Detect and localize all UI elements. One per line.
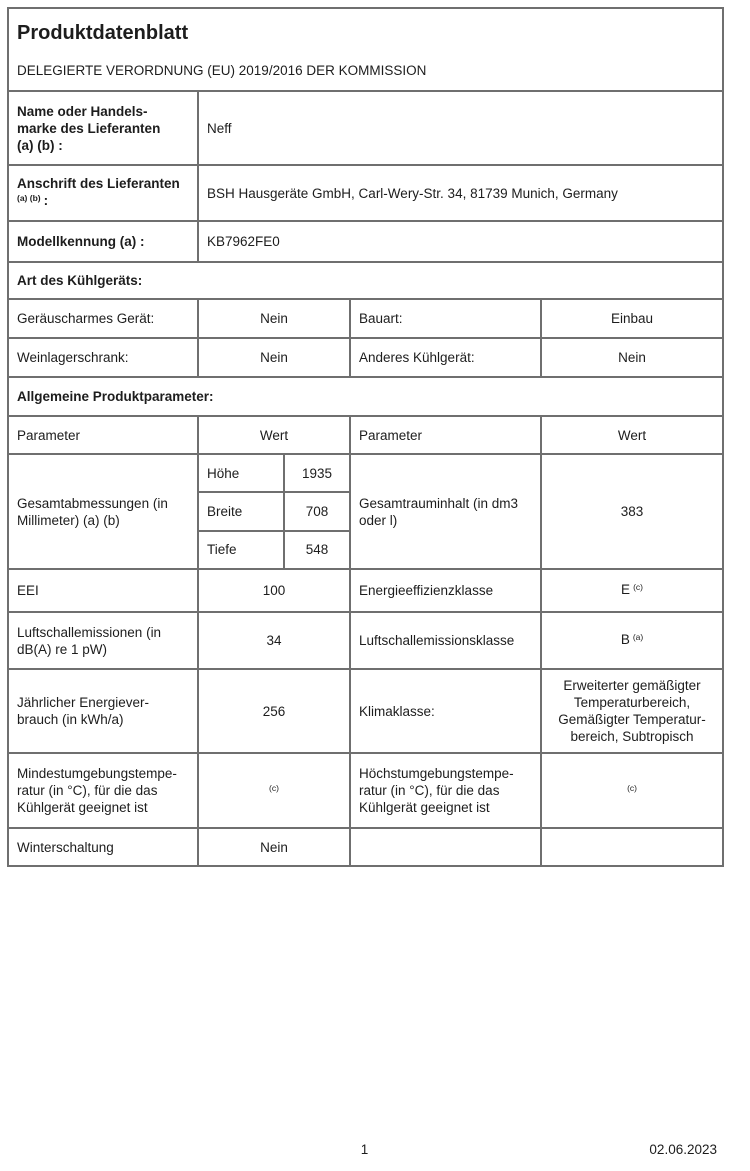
label-line: Name oder Handels- [17,103,148,119]
winter-setting-label: Winterschaltung [8,828,198,866]
label-line: Kühlgerät geeignet ist [17,800,148,815]
design-type-label: Bauart: [350,299,541,338]
total-volume-value: 383 [541,454,723,569]
label-line: Höchstumgebungstempe- [359,766,514,781]
eei-row [8,569,723,612]
label-line [17,192,189,211]
dimension-depth-value: 548 [305,542,329,558]
supplier-address-value: BSH Hausgeräte GmbH, Carl-Wery-Str. 34, 81739 Munich, Germany [198,165,723,221]
dimension-width-row [199,493,349,531]
supplier-name-row [8,91,723,165]
model-id-value: KB7962FE0 [198,221,723,262]
footnote-marker: (c) [633,582,643,592]
label-line: Gesamtrauminhalt (in dm3 [359,495,519,511]
header-row [8,8,723,91]
label-line: brauch (in kWh/a) [17,712,124,727]
climate-class-label: Klimaklasse: [350,669,541,753]
dimensions-label [8,454,198,569]
label-line: marke des Lieferanten [17,120,161,136]
label-line: ratur (in °C), für die das [17,783,158,798]
dimensions-row [8,454,723,569]
page-number: 1 [360,1142,369,1157]
dimension-width-label: Breite [199,493,285,529]
other-appliance-label: Anderes Kühlgerät: [350,338,541,377]
header-cell [8,8,723,91]
label-line: (a) (b) : [17,137,63,153]
noise-row [8,612,723,669]
type-section-heading: Art des Kühlgeräts: [8,262,723,299]
footnote-marker: (a) [632,632,644,642]
winter-setting-row [8,828,723,866]
label-line: ratur (in °C), für die das [359,783,500,798]
quiet-appliance-value: Nein [198,299,350,338]
column-header-wert-right: Wert [541,416,723,454]
supplier-address-row [8,165,723,221]
total-volume-label [350,454,541,569]
label-line: Gesamtabmessungen (in [17,495,168,511]
eei-value: 100 [198,569,350,612]
value-line: Erweiterter gemäßigter [563,678,701,693]
eei-label: EEI [8,569,198,612]
value-line: Gemäßigter Temperatur- [558,712,706,727]
noise-emission-value: 34 [198,612,350,669]
supplier-name-value: Neff [198,91,723,165]
datasheet-table [7,7,724,867]
footnote-marker: (c) [269,783,279,793]
footnote-marker: (a) (b) [17,193,41,203]
footer-date: 02.06.2023 [649,1142,717,1157]
energy-class-label: Energieeffizienzklasse [350,569,541,612]
label-line: Luftschallemissionen (in [17,624,162,640]
energy-class-value [541,569,723,612]
dimension-height-row [199,455,349,493]
supplier-name-label [8,91,198,165]
label-line: Anschrift des Lieferanten [17,176,180,191]
model-id-label: Modellkennung (a) : [8,221,198,262]
max-ambient-temp-value [541,753,723,828]
climate-class-value [541,669,723,753]
energy-row [8,669,723,753]
footnote-marker: (c) [627,783,637,793]
wine-storage-row [8,338,723,377]
label-line: dB(A) re 1 pW) [17,641,108,657]
noise-emission-label [8,612,198,669]
column-header-parameter-left: Parameter [8,416,198,454]
column-header-parameter-right: Parameter [350,416,541,454]
dimension-width-value: 708 [305,503,329,519]
noise-class-label: Luftschallemissionsklasse [350,612,541,669]
annual-energy-label [8,669,198,753]
wine-storage-label: Weinlagerschrank: [8,338,198,377]
wine-storage-value: Nein [198,338,350,377]
other-appliance-value: Nein [541,338,723,377]
annual-energy-value: 256 [198,669,350,753]
supplier-address-label [8,165,198,221]
noise-class-letter: B [620,632,630,647]
type-section-heading-row [8,262,723,299]
label-line: Millimeter) (a) (b) [17,512,120,528]
params-header-row [8,416,723,454]
ambient-temp-row [8,753,723,828]
label-line: oder l) [359,512,398,528]
label-colon: : [43,193,49,208]
regulation-subtitle: DELEGIERTE VERORDNUNG (EU) 2019/2016 DER KOMMISSION [17,62,427,78]
empty-cell [541,828,723,866]
quiet-appliance-row [8,299,723,338]
label-line: Jährlicher Energiever- [17,695,150,710]
label-line: Mindestumgebungstempe- [17,766,177,781]
column-header-wert-left: Wert [198,416,350,454]
value-line: Temperaturbereich, [573,695,691,710]
winter-setting-value: Nein [198,828,350,866]
value-line: bereich, Subtropisch [570,729,694,744]
page-title: Produktdatenblatt [17,21,189,44]
min-ambient-temp-value [198,753,350,828]
min-ambient-temp-label [8,753,198,828]
max-ambient-temp-label [350,753,541,828]
page-footer [7,1142,722,1160]
label-line: Kühlgerät geeignet ist [359,800,490,815]
dimensions-value-cell [198,454,350,569]
dimensions-sub-table [199,455,349,568]
energy-class-letter: E [621,582,631,597]
dimension-depth-row [199,532,349,568]
noise-class-value [541,612,723,669]
model-id-row [8,221,723,262]
design-type-value: Einbau [541,299,723,338]
dimension-height-label: Höhe [199,455,285,491]
quiet-appliance-label: Geräuscharmes Gerät: [8,299,198,338]
dimension-height-value: 1935 [301,465,333,481]
general-params-heading: Allgemeine Produktparameter: [8,377,723,416]
empty-cell [350,828,541,866]
dimension-depth-label: Tiefe [199,532,285,568]
general-params-heading-row [8,377,723,416]
